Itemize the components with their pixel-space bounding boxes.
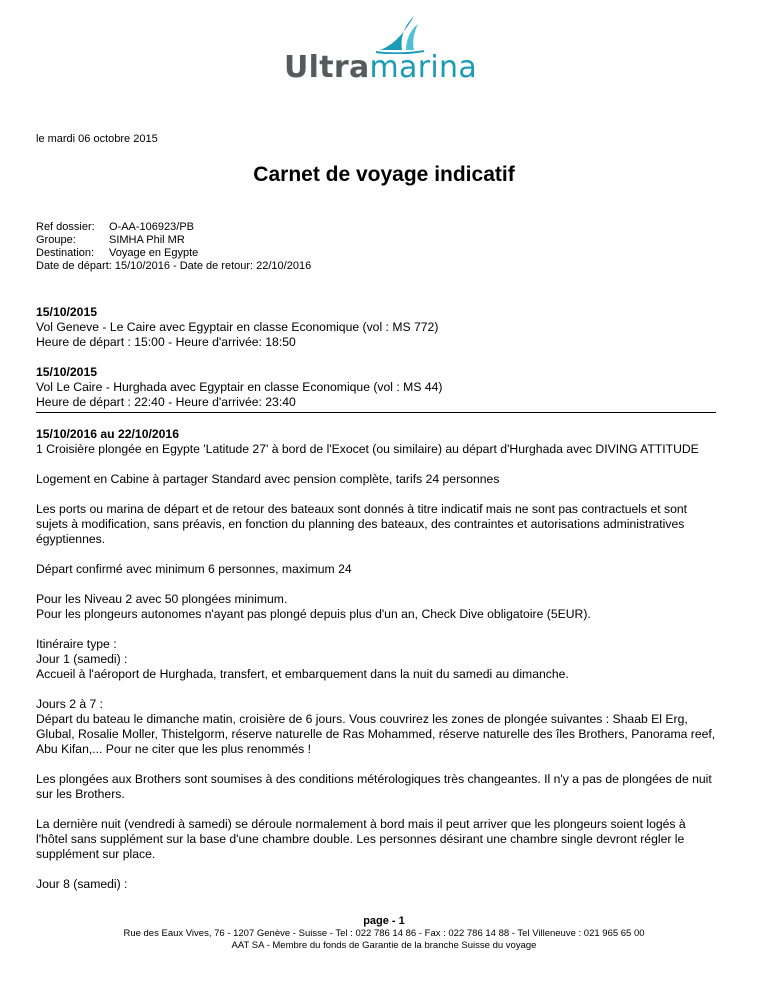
flight-item: [36, 305, 716, 350]
group-row: [36, 234, 311, 247]
group-value: SIMHA Phil MR: [109, 234, 185, 246]
destination-label: Destination:: [36, 247, 95, 259]
flight-times: Heure de départ : 15:00 - Heure d'arrivée: 18:50: [36, 335, 296, 349]
footer-guarantee: AAT SA - Membre du fonds de Garantie de la branche Suisse du voyage: [231, 940, 537, 951]
destination-value: Voyage en Egypte: [109, 247, 199, 259]
day1-text: Accueil à l'aéroport de Hurghada, transfert, et embarquement dans la nuit du samedi au dimanche.: [36, 667, 569, 681]
ref-row: [36, 221, 311, 234]
sailboat-icon: [374, 14, 426, 54]
itinerary-content: [36, 305, 716, 907]
ref-label: Ref dossier:: [36, 221, 95, 233]
cruise-lodging: Logement en Cabine à partager Standard avec pension complète, tarifs 24 personnes: [36, 472, 500, 486]
brand-part1: Ultra: [284, 50, 370, 85]
flight-route: Vol Le Caire - Hurghada avec Egyptair en classe Economique (vol : MS 44): [36, 380, 443, 394]
ports-note: Les ports ou marina de départ et de retour des bateaux sont donnés à titre indicatif mais ne sont pas contractuels et sont sujets à modification, sans préavis, en fonction du planning des bateaux, des contraintes et autorisations administratives égyptiennes.: [36, 502, 688, 546]
flight-times: Heure de départ : 22:40 - Heure d'arrivée: 23:40: [36, 395, 296, 409]
level-note: [36, 592, 716, 622]
destination-row: [36, 247, 311, 260]
page-number: page - 1: [363, 915, 405, 927]
itinerary-title: Itinéraire type :: [36, 637, 117, 651]
departure-note: Départ confirmé avec minimum 6 personnes, maximum 24: [36, 562, 352, 576]
days27-text: Départ du bateau le dimanche matin, croisière de 6 jours. Vous couvrirez les zones de plongée suivantes : Shaab El Erg, Glubal, Rosalie Moller, Thistelgorm, réserve naturelle de Ras Mohammed, réserve naturelle des îles Brothers, Panorama reef, Abu Kifan,... Pour ne citer que les plus renommés !: [36, 712, 716, 756]
itinerary-day1: [36, 637, 716, 682]
cruise-description: 1 Croisière plongée en Egypte 'Latitude 27' à bord de l'Exocet (ou similaire) au départ d'Hurghada avec DIVING ATTITUDE: [36, 442, 699, 456]
dates-row: Date de départ: 15/10/2016 - Date de retour: 22/10/2016: [36, 260, 312, 272]
footer-address: Rue des Eaux Vives, 76 - 1207 Genève - Suisse - Tel : 022 786 14 86 - Fax : 022 786 14 88 - Tel Villeneuve : 021 965 65 00: [123, 928, 645, 939]
dossier-info: [36, 221, 311, 273]
cruise-header: [36, 427, 716, 457]
days27-title: Jours 2 à 7 :: [36, 697, 104, 711]
ref-value: O-AA-106923/PB: [109, 221, 194, 233]
page-footer: [0, 914, 768, 952]
document-title: Carnet de voyage indicatif: [253, 163, 515, 186]
level-line-2: Pour les plongeurs autonomes n'ayant pas plongé depuis plus d'un an, Check Dive obligatoire (5EUR).: [36, 607, 591, 621]
flight-item: [36, 365, 716, 410]
flight-date: 15/10/2015: [36, 365, 97, 379]
day8-title: Jour 8 (samedi) :: [36, 877, 128, 891]
section-divider: [36, 412, 716, 413]
last-night-note: La dernière nuit (vendredi à samedi) se déroule normalement à bord mais il peut arriver que les plongeurs soient logés à l'hôtel sans supplément sur la base d'une chambre double. Les personnes désirant une chambre single devront régler le supplément sur place.: [36, 817, 686, 861]
group-label: Groupe:: [36, 234, 76, 246]
cruise-dates: 15/10/2016 au 22/10/2016: [36, 427, 179, 441]
document-date: le mardi 06 octobre 2015: [36, 133, 158, 145]
itinerary-days-2-7: [36, 697, 716, 757]
brand-wordmark: [284, 50, 477, 85]
brothers-note: Les plongées aux Brothers sont soumises à des conditions métérologiques très changeantes. Il n'y a pas de plongées de nuit sur les Brothers.: [36, 772, 712, 801]
flight-route: Vol Geneve - Le Caire avec Egyptair en classe Economique (vol : MS 772): [36, 320, 439, 334]
day1-title: Jour 1 (samedi) :: [36, 652, 128, 666]
brand-part2: marina: [369, 50, 478, 85]
flight-date: 15/10/2015: [36, 305, 97, 319]
brand-logo: [284, 14, 478, 86]
level-line-1: Pour les Niveau 2 avec 50 plongées minimum.: [36, 592, 288, 606]
